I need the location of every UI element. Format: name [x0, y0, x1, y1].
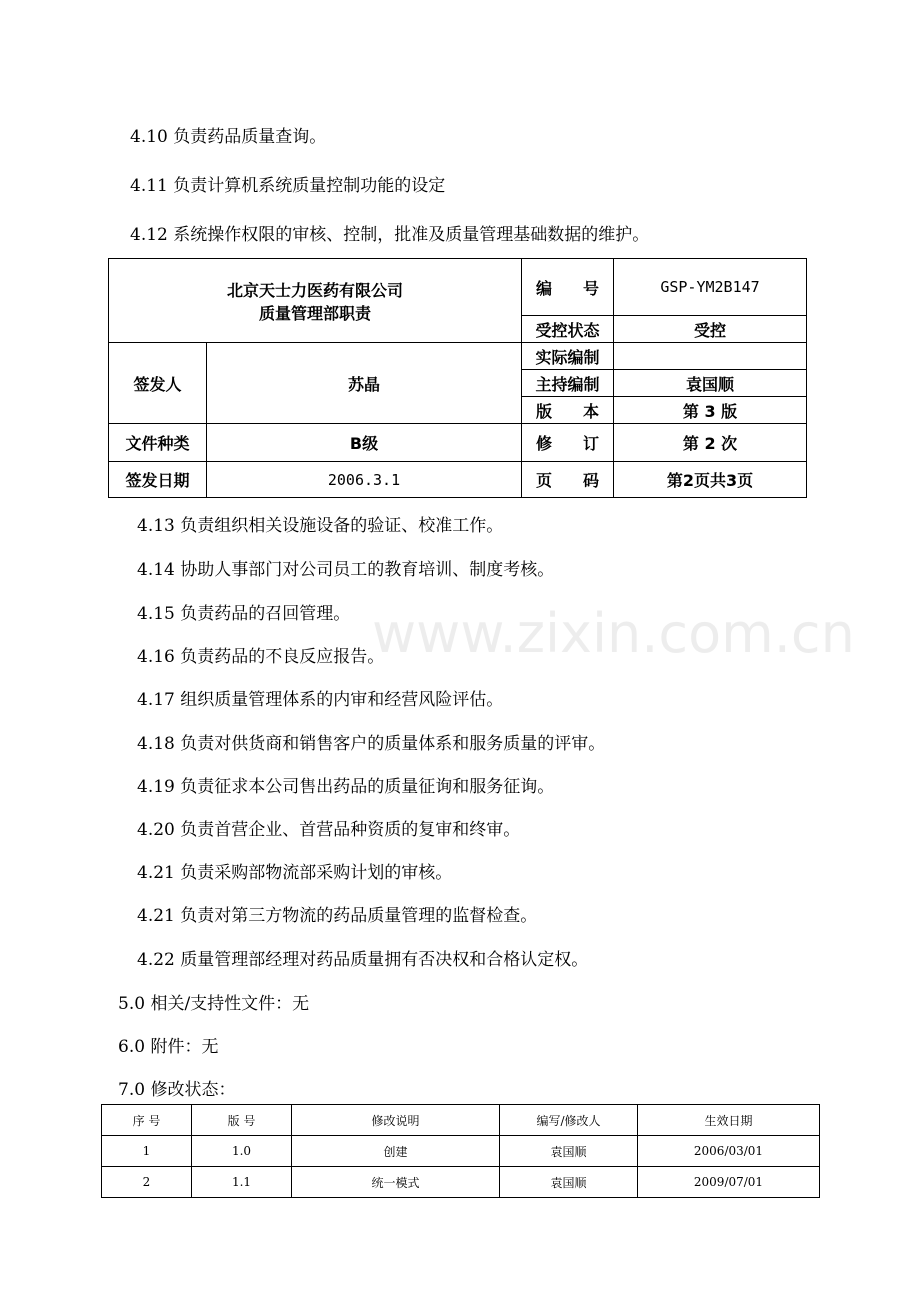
item-4-10: 4.10 负责药品质量查询。: [130, 127, 327, 147]
control-status-label: 受控状态: [522, 316, 614, 343]
cell-seq: 1: [102, 1136, 192, 1167]
revision-table: [101, 1104, 820, 1198]
cell-editor: 袁国顺: [500, 1136, 638, 1167]
section-7-revision-status: 7.0 修改状态：: [118, 1080, 236, 1100]
cell-version: 1.0: [192, 1136, 292, 1167]
document-header-table: [108, 258, 807, 498]
item-4-20: 4.20 负责首营企业、首营品种资质的复审和终审。: [137, 820, 521, 840]
item-4-16: 4.16 负责药品的不良反应报告。: [137, 647, 385, 667]
item-4-11: 4.11 负责计算机系统质量控制功能的设定: [130, 176, 446, 196]
cell-version: 1.1: [192, 1167, 292, 1198]
cell-description: 创建: [292, 1136, 500, 1167]
item-4-21b: 4.21 负责对第三方物流的药品质量管理的监督检查。: [137, 906, 538, 926]
chief-author-label: 主持编制: [522, 370, 614, 397]
table-row: [102, 1167, 820, 1198]
number-label: 编 号: [522, 259, 614, 316]
signer-value: 苏晶: [207, 343, 522, 424]
item-4-12: 4.12 系统操作权限的审核、控制，批准及质量管理基础数据的维护。: [130, 225, 650, 245]
revision-value: 第 2 次: [614, 424, 807, 462]
watermark: www.zixin.com.cn: [372, 602, 855, 665]
section-6-attachments: 6.0 附件：无: [118, 1037, 219, 1057]
actual-author-value: [614, 343, 807, 370]
document-title: 质量管理部职责: [259, 303, 372, 323]
item-4-19: 4.19 负责征求本公司售出药品的质量征询和服务征询。: [137, 777, 555, 797]
item-4-22: 4.22 质量管理部经理对药品质量拥有否决权和合格认定权。: [137, 950, 589, 970]
revision-label: 修 订: [522, 424, 614, 462]
header-title-cell: [109, 259, 522, 343]
doc-type-value: B级: [207, 424, 522, 462]
col-header-seq: 序 号: [102, 1105, 192, 1136]
col-header-effective-date: 生效日期: [638, 1105, 820, 1136]
col-header-editor: 编写/修改人: [500, 1105, 638, 1136]
item-4-13: 4.13 负责组织相关设施设备的验证、校准工作。: [137, 516, 504, 536]
item-4-15: 4.15 负责药品的召回管理。: [137, 604, 351, 624]
version-label: 版 本: [522, 397, 614, 424]
item-4-17: 4.17 组织质量管理体系的内审和经营风险评估。: [137, 690, 504, 710]
item-4-18: 4.18 负责对供货商和销售客户的质量体系和服务质量的评审。: [137, 734, 606, 754]
cell-effective-date: 2006/03/01: [638, 1136, 820, 1167]
section-5-related-docs: 5.0 相关/支持性文件：无: [118, 994, 310, 1014]
revision-header-row: [102, 1105, 820, 1136]
issue-date-label: 签发日期: [109, 462, 207, 498]
cell-seq: 2: [102, 1167, 192, 1198]
doc-type-label: 文件种类: [109, 424, 207, 462]
version-value: 第 3 版: [614, 397, 807, 424]
issue-date-value: 2006.3.1: [207, 462, 522, 498]
control-status-value: 受控: [614, 316, 807, 343]
chief-author-value: 袁国顺: [614, 370, 807, 397]
actual-author-label: 实际编制: [522, 343, 614, 370]
col-header-version: 版 号: [192, 1105, 292, 1136]
cell-editor: 袁国顺: [500, 1167, 638, 1198]
cell-description: 统一模式: [292, 1167, 500, 1198]
page-value: 第2页共3页: [614, 462, 807, 498]
item-4-14: 4.14 协助人事部门对公司员工的教育培训、制度考核。: [137, 560, 555, 580]
table-row: [102, 1136, 820, 1167]
page-label: 页 码: [522, 462, 614, 498]
signer-label: 签发人: [109, 343, 207, 424]
document-number: GSP-YM2B147: [614, 259, 807, 316]
col-header-description: 修改说明: [292, 1105, 500, 1136]
company-name: 北京天士力医药有限公司: [227, 280, 404, 300]
cell-effective-date: 2009/07/01: [638, 1167, 820, 1198]
item-4-21a: 4.21 负责采购部物流部采购计划的审核。: [137, 863, 453, 883]
